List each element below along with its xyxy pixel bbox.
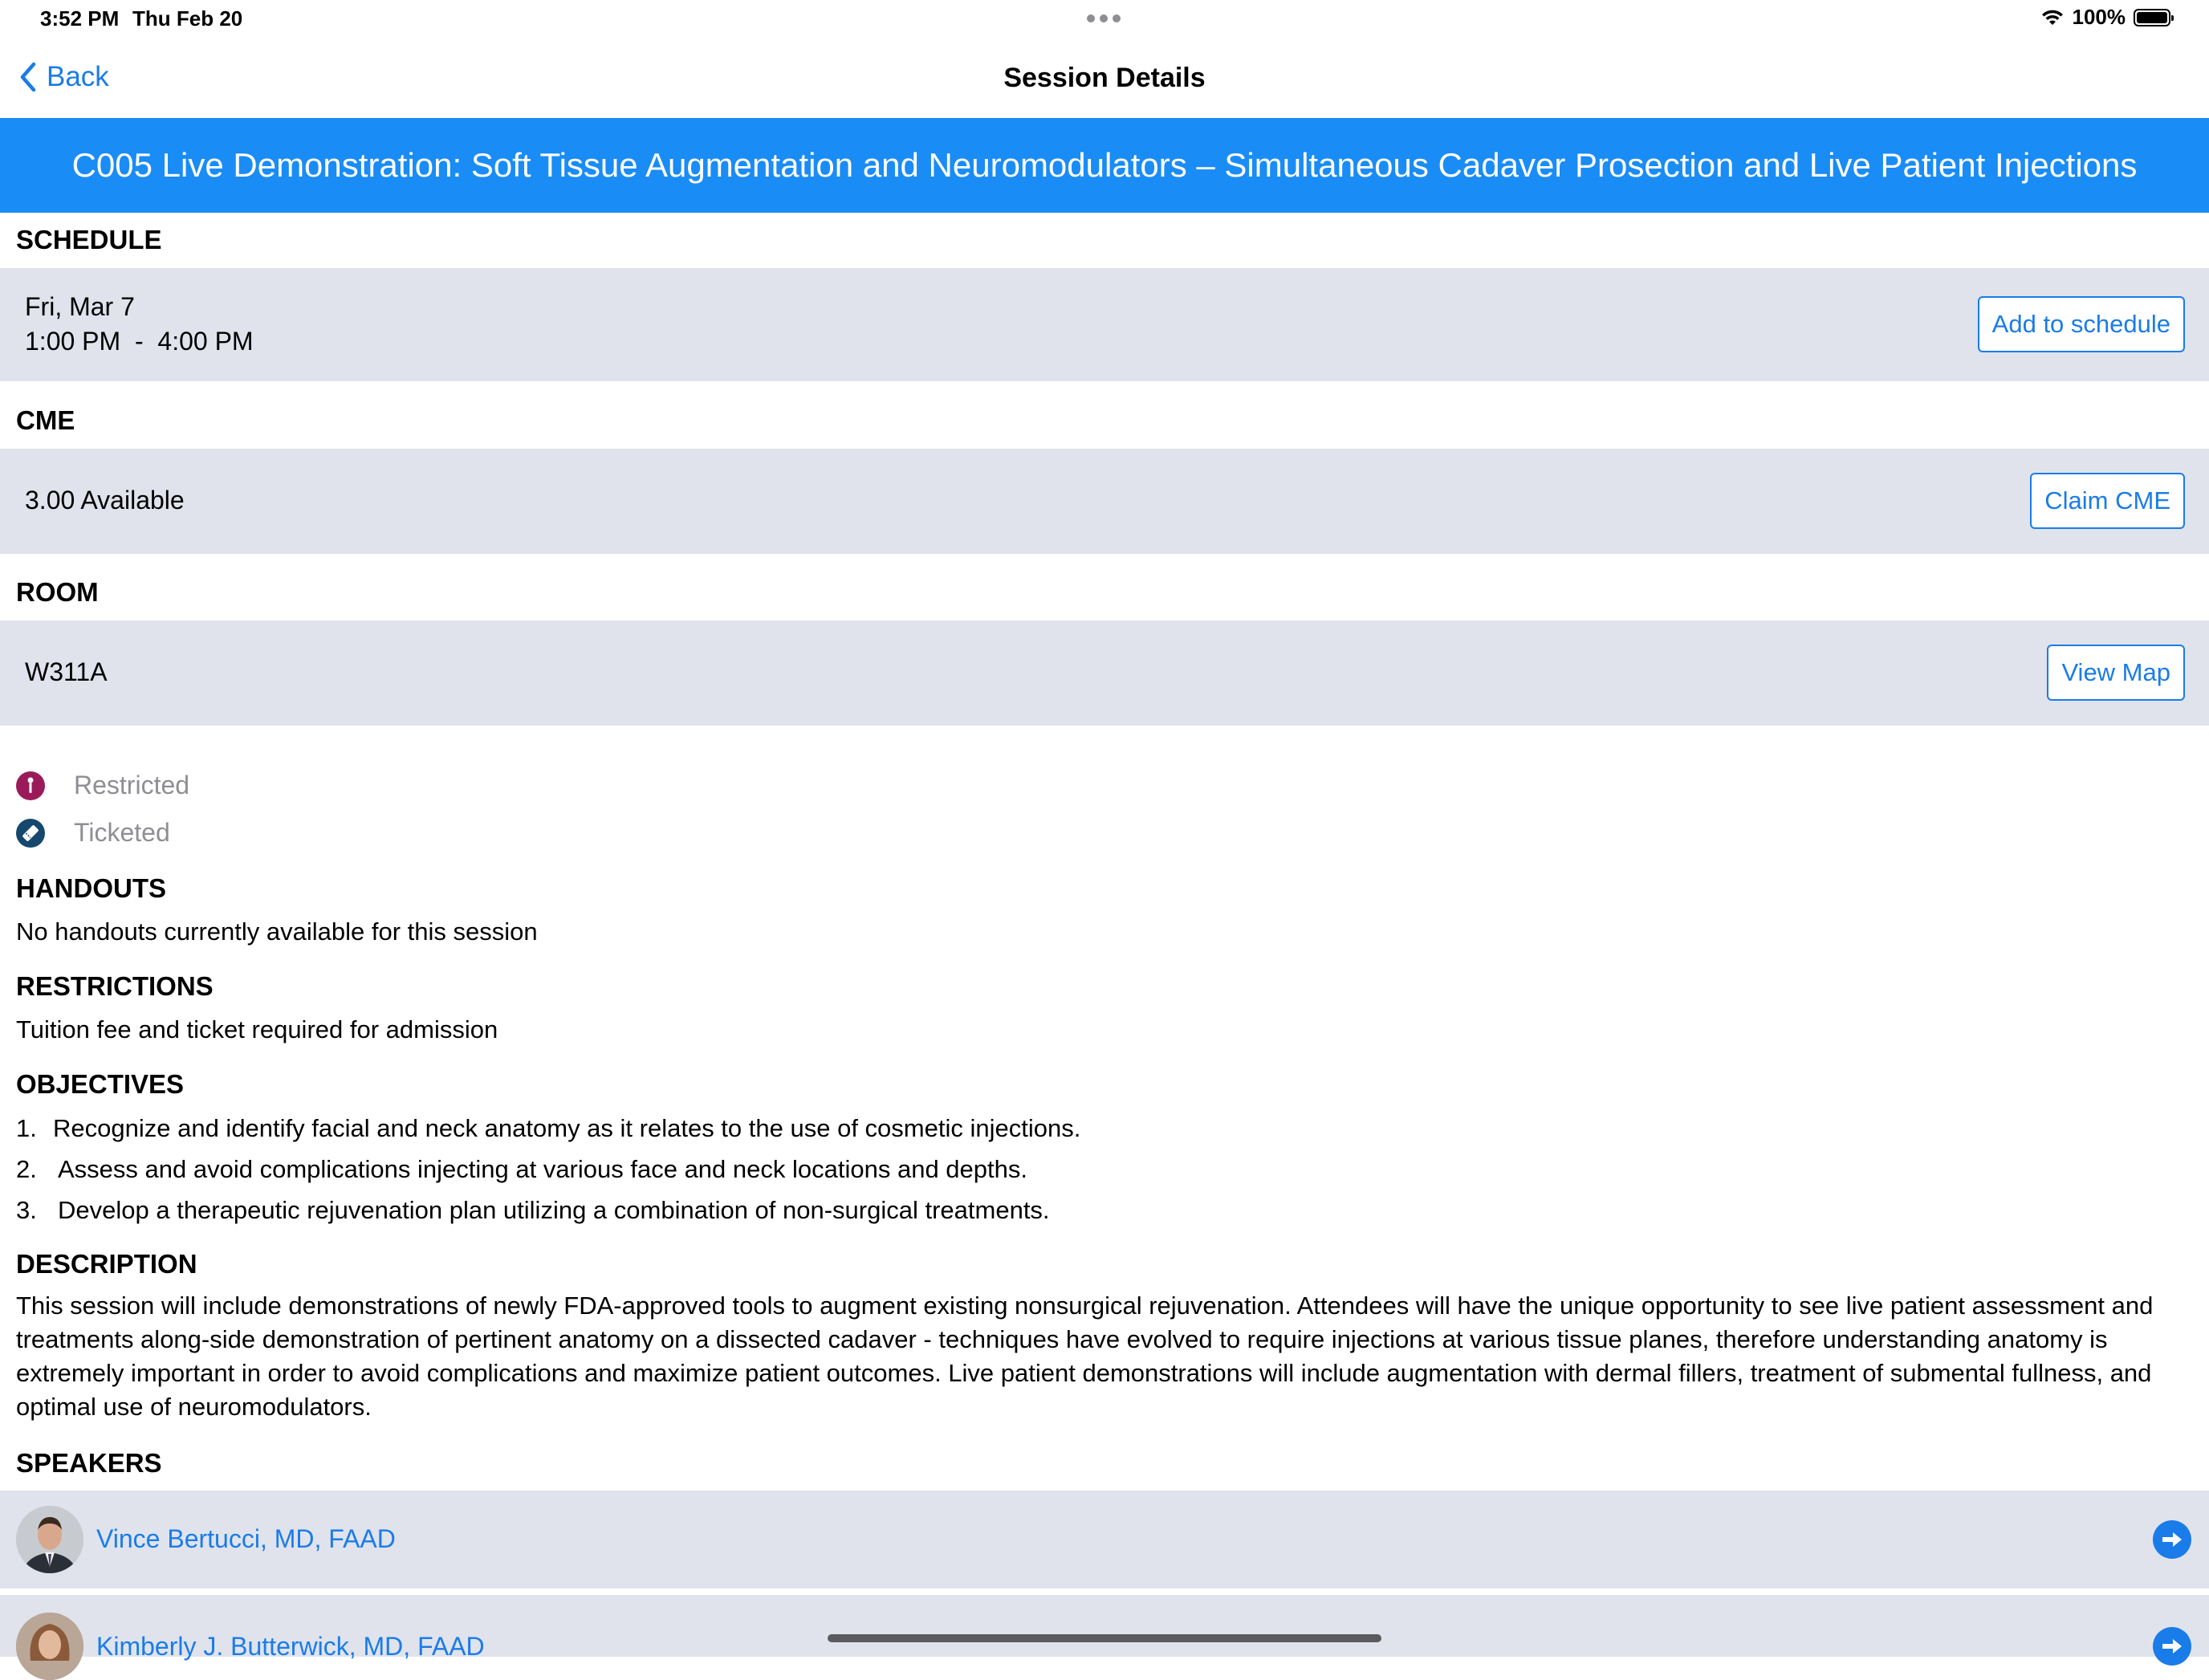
speaker-row[interactable] — [0, 1595, 2209, 1661]
schedule-row — [0, 268, 2209, 381]
battery-icon — [2134, 9, 2170, 26]
avatar — [16, 1613, 83, 1680]
session-title: C005 Live Demonstration: Soft Tissue Augmentation and Neuromodulators – Simultaneous Cadaver Prosection and Live Patient Injections — [71, 146, 2138, 184]
objective-text: Assess and avoid complications injecting at various face and neck locations and depths. — [58, 1155, 1027, 1183]
room-header: ROOM — [16, 577, 99, 607]
cme-value: 3.00 Available — [25, 486, 185, 515]
status-date: Thu Feb 20 — [132, 6, 243, 31]
objective-number: 1. — [16, 1114, 37, 1142]
speakers-header: SPEAKERS — [16, 1448, 162, 1478]
schedule-date: Fri, Mar 7 — [25, 292, 135, 321]
objective-item — [16, 1196, 1050, 1225]
navigation-bar — [0, 45, 2209, 117]
arrow-right-circle-icon[interactable] — [2153, 1520, 2191, 1559]
avatar — [16, 1506, 83, 1573]
description-text: This session will include demonstrations of newly FDA-approved tools to augment existing nonsurgical rejuvenation. Attendees will have the unique opportunity to see live patient assessment and treatments along-side demonstration of pertinent anatomy on a dissected cadaver - techniques have evolved to require injections at various tissue planes, therefore understanding anatomy is extremely important in order to avoid complications and maximize patient outcomes. Live patient demonstrations will include augmentation with dermal fillers, treatment of submental fullness, and optimal use of neuromodulators. — [16, 1292, 2154, 1421]
status-time: 3:52 PM — [40, 6, 120, 31]
objective-text: Develop a therapeutic rejuvenation plan utilizing a combination of non-surgical treatments. — [58, 1196, 1050, 1224]
restrictions-header: RESTRICTIONS — [16, 971, 214, 1001]
restricted-icon — [16, 771, 45, 800]
room-value: W311A — [25, 657, 108, 686]
objective-number: 2. — [16, 1155, 37, 1183]
battery-percentage: 100% — [2072, 5, 2126, 29]
schedule-time-range: 1:00 PM - 4:00 PM — [25, 327, 254, 356]
wifi-icon — [2040, 9, 2065, 26]
room-row — [0, 620, 2209, 726]
home-indicator[interactable] — [828, 1634, 1381, 1642]
multitasking-dots-icon[interactable] — [1087, 14, 1121, 22]
cme-row — [0, 449, 2209, 554]
schedule-header: SCHEDULE — [16, 225, 162, 254]
speaker-row[interactable] — [0, 1491, 2209, 1588]
session-title-banner — [0, 118, 2209, 213]
objective-number: 3. — [16, 1196, 37, 1224]
handouts-header: HANDOUTS — [16, 873, 166, 903]
arrow-right-circle-icon[interactable] — [2153, 1627, 2191, 1666]
objective-item — [16, 1155, 1027, 1184]
restricted-label: Restricted — [74, 771, 190, 799]
handouts-text: No handouts currently available for this session — [16, 917, 538, 946]
legend-restricted — [16, 771, 189, 800]
speaker-name[interactable]: Vince Bertucci, MD, FAAD — [96, 1524, 396, 1553]
view-map-button[interactable]: View Map — [2047, 645, 2185, 701]
speaker-name[interactable]: Kimberly J. Butterwick, MD, FAAD — [96, 1632, 485, 1661]
ticket-icon — [16, 819, 45, 848]
status-bar — [0, 0, 2209, 39]
back-label: Back — [47, 61, 109, 92]
status-indicators — [2040, 5, 2171, 30]
objective-item — [16, 1114, 1080, 1143]
legend-ticketed — [16, 818, 170, 848]
ticketed-label: Ticketed — [74, 818, 170, 847]
objectives-header: OBJECTIVES — [16, 1069, 185, 1099]
cme-header: CME — [16, 405, 75, 435]
page-title: Session Details — [1003, 63, 1206, 93]
restrictions-text: Tuition fee and ticket required for admission — [16, 1015, 498, 1043]
objective-text: Recognize and identify facial and neck anatomy as it relates to the use of cosmetic injections. — [53, 1114, 1081, 1142]
add-to-schedule-button[interactable]: Add to schedule — [1978, 296, 2185, 352]
description-header: DESCRIPTION — [16, 1249, 197, 1279]
claim-cme-button[interactable]: Claim CME — [2030, 473, 2185, 529]
